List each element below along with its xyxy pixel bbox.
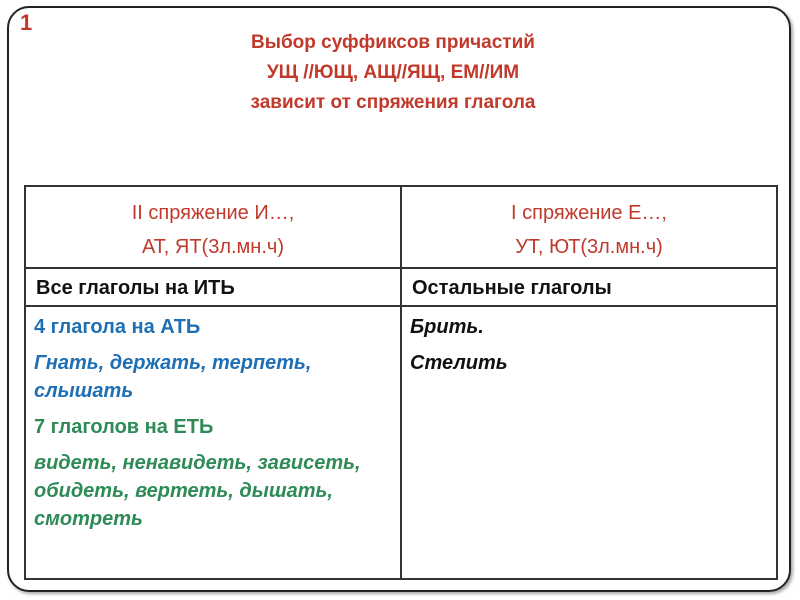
title-line-1: Выбор суффиксов причастий [251, 32, 535, 53]
cell-exceptions-first [401, 306, 777, 579]
header-first-conjugation [401, 186, 777, 268]
heading-7-verbs-et: 7 глаголов на ЕТЬ [34, 416, 214, 438]
cell-all-itь-verbs: Все глаголы на ИТЬ [25, 268, 401, 306]
header-right-line-2: УТ, ЮТ(3л.мн.ч) [515, 236, 663, 258]
cell-other-verbs: Остальные глаголы [401, 268, 777, 306]
exception-stelit: Стелить [410, 352, 508, 374]
exception-brit: Брить. [410, 316, 484, 338]
header-left-line-1: II спряжение И…, [131, 202, 295, 224]
table-row [25, 268, 777, 306]
title-line-2: УЩ //ЮЩ, АЩ//ЯЩ, ЕМ//ИМ [266, 62, 520, 83]
heading-4-verbs-at: 4 глагола на АТЬ [34, 316, 201, 338]
list-et-verbs: видеть, ненавидеть, зависеть, обидеть, вертеть, дышать, смотреть [34, 452, 361, 530]
table-row [25, 306, 777, 579]
table-header-row [25, 186, 777, 268]
slide-title [60, 28, 726, 118]
slide-number: 1 [20, 10, 33, 35]
title-line-3: зависит от спряжения глагола [250, 92, 536, 113]
conjugation-table [24, 185, 778, 580]
header-second-conjugation [25, 186, 401, 268]
header-right-line-1: I спряжение Е…, [511, 202, 667, 224]
cell-exceptions-second [25, 306, 401, 579]
list-at-verbs: Гнать, держать, терпеть, слышать [34, 352, 312, 402]
header-left-line-2: АТ, ЯТ(3л.мн.ч) [142, 236, 284, 258]
